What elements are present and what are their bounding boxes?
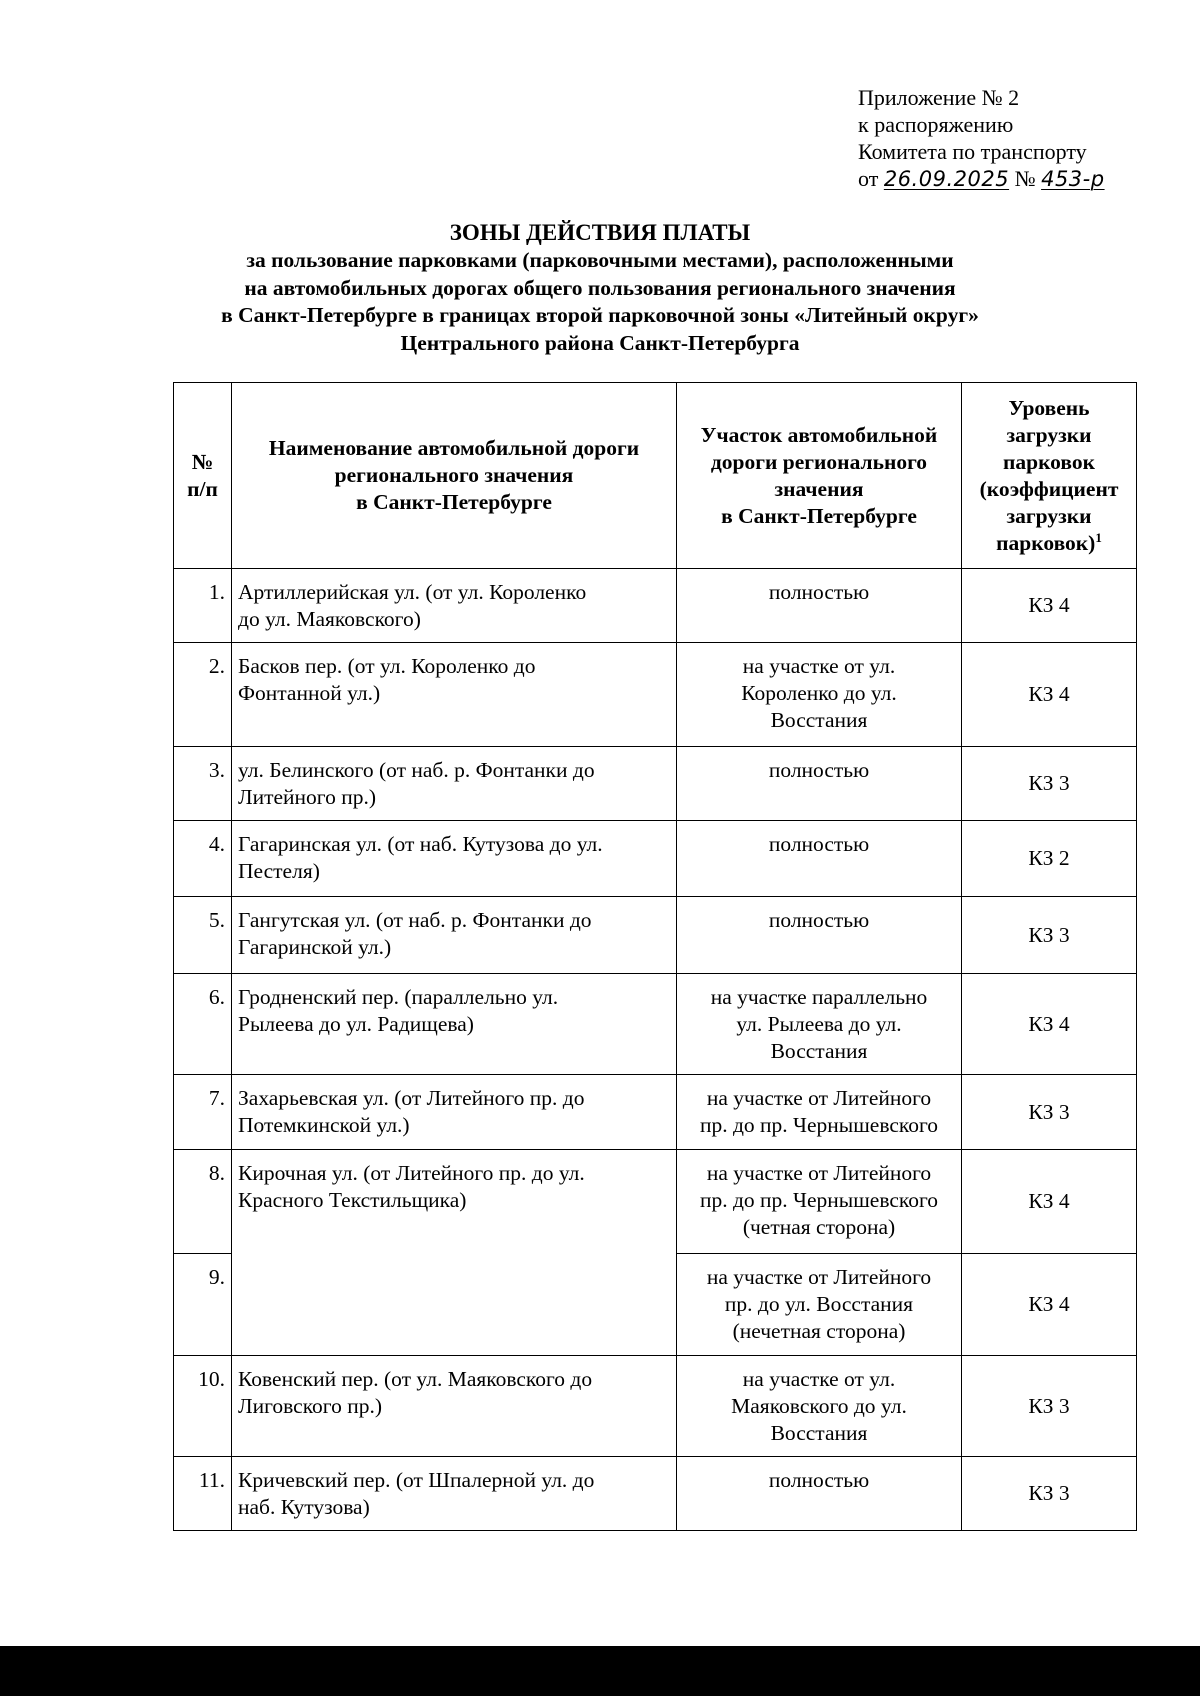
header-section-line: значения — [774, 476, 864, 501]
road-name-line: Пестеля) — [238, 859, 320, 883]
header-num — [174, 383, 232, 569]
table-row — [174, 974, 1137, 1075]
road-section-line: на участке от ул. — [742, 654, 896, 678]
row-number: 6. — [174, 974, 232, 1075]
road-name — [232, 1457, 677, 1531]
table-row — [174, 569, 1137, 643]
load-level: КЗ 3 — [962, 747, 1137, 821]
road-name — [232, 897, 677, 974]
load-level: КЗ 3 — [962, 897, 1137, 974]
footnote-marker: 1 — [1095, 529, 1102, 545]
table-row — [174, 897, 1137, 974]
road-section-line: (четная сторона) — [742, 1215, 896, 1239]
document-title — [0, 219, 1200, 357]
header-level-line: загрузки — [1006, 422, 1092, 447]
road-name — [232, 569, 677, 643]
road-section-line: Маяковского до ул. — [731, 1394, 907, 1418]
row-number: 7. — [174, 1075, 232, 1150]
road-name-line: Гродненский пер. (параллельно ул. — [238, 985, 559, 1009]
header-level-line — [962, 530, 1136, 557]
header-road-line: в Санкт-Петербурге — [356, 490, 552, 514]
road-section-line: на участке от Литейного — [706, 1086, 932, 1110]
road-name-line: Басков пер. (от ул. Короленко до — [238, 654, 536, 678]
parking-zones-table — [173, 382, 1137, 1531]
road-name — [232, 747, 677, 821]
road-section — [677, 1356, 962, 1457]
header-level-line: Уровень — [1008, 395, 1090, 420]
road-section — [677, 1075, 962, 1150]
road-section-line: ул. Рылеева до ул. — [736, 1012, 902, 1036]
road-section-line: полностью — [768, 1468, 870, 1492]
row-number: 1. — [174, 569, 232, 643]
road-section — [677, 1150, 962, 1254]
road-section-line: пр. до пр. Чернышевского — [699, 1188, 939, 1212]
road-name-line: Гагаринская ул. (от наб. Кутузова до ул. — [238, 832, 603, 856]
handwritten-date: 26.09.2025 — [883, 167, 1010, 191]
load-level: КЗ 4 — [962, 974, 1137, 1075]
header-road-line: Наименование автомобильной дороги — [268, 436, 640, 460]
road-name-line: Гагаринской ул.) — [238, 935, 392, 959]
to-order-label: к распоряжению — [858, 112, 1014, 137]
load-level: КЗ 4 — [962, 1150, 1137, 1254]
road-name-line: Захарьевская ул. (от Литейного пр. до — [238, 1086, 585, 1110]
road-section — [677, 1457, 962, 1531]
road-section — [677, 1254, 962, 1356]
road-name-line: Гангутская ул. (от наб. р. Фонтанки до — [238, 908, 592, 932]
row-number: 4. — [174, 821, 232, 897]
road-name-line: Ковенский пер. (от ул. Маяковского до — [238, 1367, 593, 1391]
road-section-line: Восстания — [770, 1039, 868, 1063]
header-level-line: загрузки — [1006, 503, 1092, 528]
road-name-line: Артиллерийская ул. (от ул. Короленко — [238, 580, 587, 604]
number-prefix: № — [1014, 166, 1036, 191]
table-header-row — [174, 383, 1137, 569]
title-line-3: на автомобильных дорогах общего пользования регионального значения — [244, 275, 956, 300]
road-section — [677, 643, 962, 747]
road-name — [232, 1356, 677, 1457]
road-section-line: пр. до пр. Чернышевского — [699, 1113, 939, 1137]
header-section-line: дороги регионального — [710, 449, 928, 474]
load-level: КЗ 2 — [962, 821, 1137, 897]
header-num-line: № — [191, 449, 214, 474]
road-name — [232, 1150, 677, 1356]
road-name-line: Рылеева до ул. Радищева) — [238, 1012, 474, 1036]
table-row — [174, 1356, 1137, 1457]
header-road-section — [677, 383, 962, 569]
road-section-line: полностью — [768, 908, 870, 932]
table-row — [174, 1150, 1137, 1254]
date-number-line — [858, 165, 1105, 193]
load-level: КЗ 3 — [962, 1457, 1137, 1531]
road-name — [232, 643, 677, 747]
header-load-level — [962, 383, 1137, 569]
load-level: КЗ 3 — [962, 1356, 1137, 1457]
row-number: 2. — [174, 643, 232, 747]
date-prefix: от — [858, 166, 879, 191]
appendix-label: Приложение № 2 — [858, 85, 1020, 110]
row-number: 5. — [174, 897, 232, 974]
road-name-line: Кричевский пер. (от Шпалерной ул. до — [238, 1468, 595, 1492]
row-number: 3. — [174, 747, 232, 821]
table-row — [174, 643, 1137, 747]
road-name-line: Лиговского пр.) — [238, 1394, 382, 1418]
road-name — [232, 821, 677, 897]
scan-bottom-border — [0, 1646, 1200, 1696]
road-section-line: пр. до ул. Восстания — [724, 1292, 914, 1316]
title-line-5: Центрального района Санкт-Петербурга — [400, 330, 800, 355]
road-name-line: Красного Текстильщика) — [238, 1188, 467, 1212]
road-section-line: на участке параллельно — [710, 985, 928, 1009]
road-section-line: Короленко до ул. — [741, 681, 897, 705]
road-name-line: ул. Белинского (от наб. р. Фонтанки до — [238, 758, 595, 782]
road-section-line: Восстания — [770, 1421, 868, 1445]
road-name-line: до ул. Маяковского) — [238, 607, 421, 631]
road-name-line: Литейного пр.) — [238, 785, 376, 809]
document-header — [858, 84, 1105, 193]
header-level-text: парковок) — [996, 530, 1096, 555]
road-section-line: на участке от ул. — [742, 1367, 896, 1391]
table-row — [174, 1457, 1137, 1531]
title-line-2: за пользование парковками (парковочными местами), расположенными — [246, 248, 954, 272]
table-row — [174, 1075, 1137, 1150]
road-section — [677, 747, 962, 821]
road-section-line: на участке от Литейного — [706, 1161, 932, 1185]
row-number: 9. — [174, 1254, 232, 1356]
road-section — [677, 569, 962, 643]
handwritten-number: 453-р — [1041, 167, 1105, 191]
road-name-line: наб. Кутузова) — [238, 1495, 370, 1519]
road-section — [677, 974, 962, 1075]
header-road-line: регионального значения — [334, 463, 574, 487]
road-section-line: Восстания — [770, 708, 868, 732]
load-level: КЗ 4 — [962, 643, 1137, 747]
title-main: ЗОНЫ ДЕЙСТВИЯ ПЛАТЫ — [449, 220, 751, 245]
road-name-line: Потемкинской ул.) — [238, 1113, 410, 1137]
road-name-line: Фонтанной ул.) — [238, 681, 381, 705]
header-level-line: (коэффициент — [979, 476, 1119, 501]
table-row — [174, 747, 1137, 821]
committee-label: Комитета по транспорту — [858, 139, 1087, 164]
load-level: КЗ 4 — [962, 1254, 1137, 1356]
header-section-line: в Санкт-Петербурге — [721, 503, 917, 528]
title-line-4: в Санкт-Петербурге в границах второй парковочной зоны «Литейный округ» — [221, 303, 979, 327]
road-section-line: полностью — [768, 832, 870, 856]
road-name — [232, 974, 677, 1075]
road-section-line: (нечетная сторона) — [732, 1319, 906, 1343]
road-section-line: полностью — [768, 758, 870, 782]
road-name-line: Кирочная ул. (от Литейного пр. до ул. — [238, 1161, 585, 1185]
row-number: 8. — [174, 1150, 232, 1254]
row-number: 11. — [174, 1457, 232, 1531]
header-level-line: парковок — [1002, 449, 1095, 474]
table-row — [174, 821, 1137, 897]
road-name — [232, 1075, 677, 1150]
header-section-line: Участок автомобильной — [700, 422, 938, 447]
road-section-line: полностью — [768, 580, 870, 604]
road-section — [677, 897, 962, 974]
road-section-line: на участке от Литейного — [706, 1265, 932, 1289]
load-level: КЗ 3 — [962, 1075, 1137, 1150]
road-section — [677, 821, 962, 897]
row-number: 10. — [174, 1356, 232, 1457]
load-level: КЗ 4 — [962, 569, 1137, 643]
header-road-name — [232, 383, 677, 569]
header-num-line: п/п — [187, 476, 218, 501]
